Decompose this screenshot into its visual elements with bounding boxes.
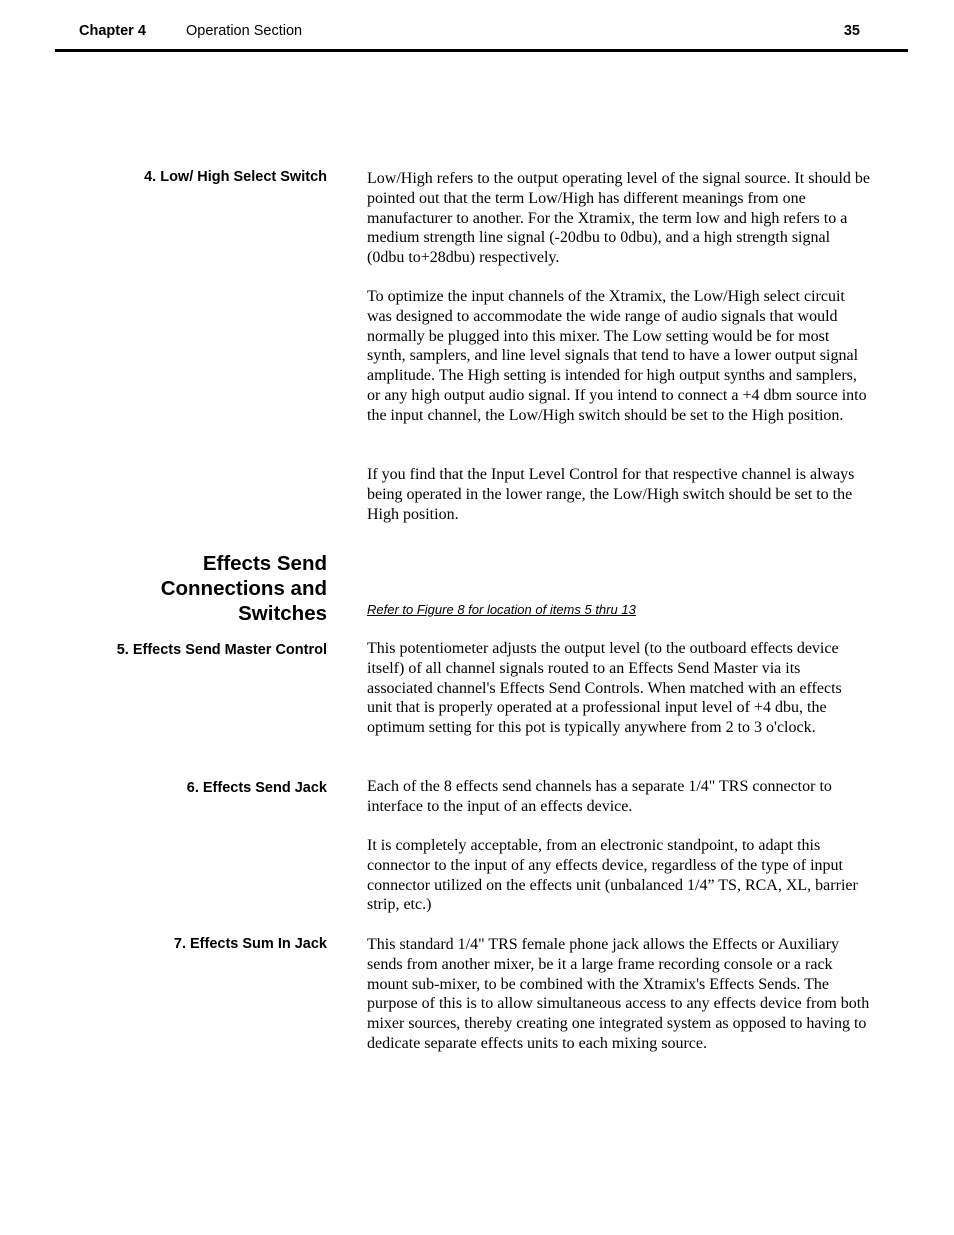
low-high-switch-label: 4. Low/ High Select Switch [144, 169, 327, 185]
effects-send-heading [67, 551, 327, 626]
effects-send-jack-label: 6. Effects Send Jack [186, 780, 327, 796]
effects-send-jack-paragraph-1: Each of the 8 effects send channels has a separate 1/4" TRS connector to interface to the input of an effects device. [367, 778, 832, 815]
effects-send-jack-paragraph-2: It is completely acceptable, from an electronic standpoint, to adapt this connector to the input of any effects device, regardless of the type of input connector utilized on the effects unit (unbalanced 1/4” TS, RCA, XL, barrier strip, etc.) [367, 837, 858, 914]
low-high-paragraph-2: To optimize the input channels of the Xtramix, the Low/High select circuit was designed to accommodate the wide range of audio signals that would normally be plugged into this mixer. The Low setting would be for most synth, samplers, and line level signals that tend to have a lower output signal amplitude. The High setting is intended for high output synths and samplers, or any high output audio signal. If you intend to connect a +4 dbm source into the input channel, the Low/High switch should be set to the High position. [367, 288, 867, 424]
chapter-label: Chapter 4 [79, 23, 146, 39]
page-header [55, 0, 908, 52]
effects-heading-line-3: Switches [238, 602, 327, 625]
page-number: 35 [843, 23, 860, 39]
effects-heading-line-2: Connections and [160, 577, 327, 600]
effects-send-master-label: 5. Effects Send Master Control [116, 642, 327, 658]
section-title: Operation Section [186, 23, 303, 39]
effects-send-master-paragraph: This potentiometer adjusts the output level (to the outboard effects device itself) of all channel signals routed to an Effects Send Master via its associated channel's Effects Send Controls. When matched with an effects unit that is properly operated at a professional input level of +4 dbu, the optimum setting for this pot is typically anywhere from 2 to 3 o'clock. [367, 640, 842, 737]
figure-reference: Refer to Figure 8 for location of items 5 thru 13 [367, 602, 636, 617]
low-high-paragraph-3: If you find that the Input Level Control for that respective channel is always being operated in the lower range, the Low/High switch should be set to the High position. [367, 466, 855, 523]
low-high-paragraph-1: Low/High refers to the output operating level of the signal source. It should be pointed out that the term Low/High has different meanings from one manufacturer to another. For the Xtramix, the term low and high refers to a medium strength line signal (-20dbu to 0dbu), and a high strength signal (0dbu to+28dbu) respectively. [367, 170, 870, 267]
effects-sum-in-jack-paragraph: This standard 1/4" TRS female phone jack allows the Effects or Auxiliary sends from another mixer, be it a large frame recording console or a rack mount sub-mixer, to be combined with the Xtramix's Effects Sends. The purpose of this is to allow simultaneous access to any effects device from both mixer sources, thereby creating one integrated system as opposed to having to dedicate separate effects units to each mixing source. [367, 936, 870, 1052]
effects-heading-line-1: Effects Send [202, 552, 327, 575]
effects-sum-in-jack-label: 7. Effects Sum In Jack [173, 936, 327, 952]
